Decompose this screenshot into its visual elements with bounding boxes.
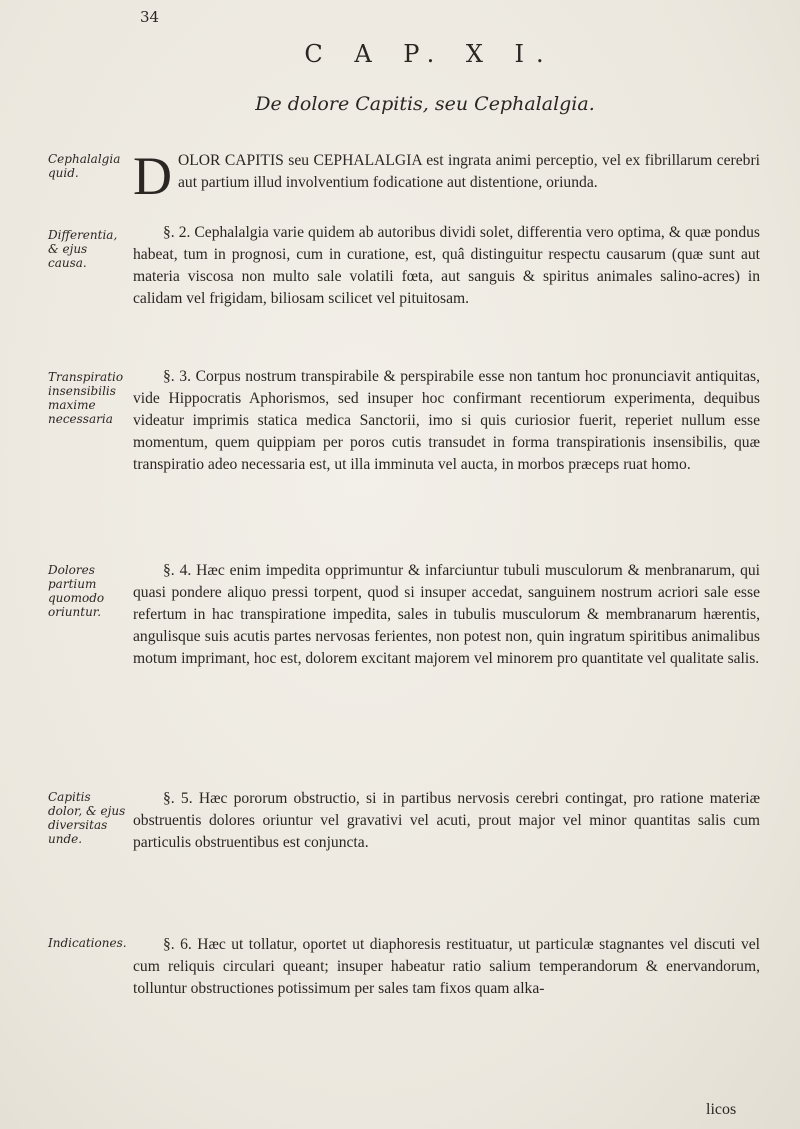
paragraph-4-text: §. 4. Hæc enim impedita opprimuntur & infarciuntur tubuli musculorum & menbranarum, qui quasi pondere aliquo pressi torpent, quod si insuper accedat, sanguinem nostrum acriori sale esse refertum in hac transpiratione impedita, sales in tubulis musculorum & membranarum hærentis, angulisque suis acutis partes nervosas ferientes, non potest non, quin ingratum spiritibus animalibus motum imprimant, hoc est, dolorem excitant majorem vel minorem pro quantitate vel qualitate salis.: [133, 562, 760, 667]
paragraph-3: [133, 366, 760, 476]
drop-cap: D: [133, 146, 172, 206]
page-number: 34: [140, 8, 160, 26]
paragraph-1: [133, 146, 760, 206]
paragraph-4: [133, 560, 760, 670]
paragraph-3-text: §. 3. Corpus nostrum transpirabile & perspirabile esse non tantum hoc pronunciavit antiquitas, vide Hippocratis Aphorismos, sed insuper hoc confirmant recentiorum experimenta, dequibus videatur imprimis statica medica Sanctorii, imo si quis curiosior fuerit, reperiet nullum esse momentum, quem quippiam per poros cutis transudet in forma transpirationis insensibilis, quæ transpiratio adeo necessaria est, ut illa imminuta vel aucta, in morbos præceps ruat homo.: [133, 368, 760, 473]
paragraph-2-text: §. 2. Cephalalgia varie quidem ab autoribus dividi solet, differentia vero optima, & quæ pondus habeat, tum in prognosi, cum in curatione, est, quâ distinguitur respectu causarum (quæ sunt aut materia viscosa non multo sale volatili fœta, aut sanguis & spiritus animales salino-acres) in calidam vel frigidam, biliosam scilicet vel pituitosam.: [133, 224, 760, 307]
catchword: licos: [706, 1101, 737, 1118]
side-note-indicationes: Indicationes.: [48, 936, 127, 950]
paragraph-5: [133, 788, 760, 854]
paragraph-6-text: §. 6. Hæc ut tollatur, oportet ut diaphoresis restituatur, ut particulæ stagnantes vel discuti vel cum reliquis circulari queant; insuper habeatur ratio salium temperandorum & enervandorum, tolluntur obstructiones potissimum per sales tam fixos quam alka-: [133, 936, 760, 997]
side-note-dolores-partium: Dolores partium quomodo oriuntur.: [48, 563, 105, 619]
side-note-differentia: Differentia, & ejus causa.: [48, 228, 118, 270]
side-note-transpiratio: Transpiratio insensibilis maxime necessaria: [48, 370, 124, 426]
paragraph-6: [133, 934, 760, 1000]
paragraph-1-text: OLOR CAPITIS seu CEPHALALGIA est ingrata animi perceptio, vel ex fibrillarum cerebri aut partium illud involventium fodicatione aut distentione, oriunda.: [178, 152, 760, 191]
paragraph-5-text: §. 5. Hæc pororum obstructio, si in partibus nervosis cerebri contingat, pro ratione materiæ obstruentis dolores oriuntur vel gravativi vel acuti, prout major vel minor quantitas salis cum particulis obstruentibus est conjuncta.: [133, 790, 760, 851]
paragraph-2: [133, 222, 760, 310]
side-note-capitis-dolor: Capitis dolor, & ejus diversitas unde.: [48, 790, 126, 846]
chapter-title: De dolore Capitis, seu Cephalalgia.: [255, 93, 595, 115]
side-note-cephalalgia-quid: Cephalalgia quid.: [48, 152, 121, 180]
chapter-heading: C A P. X I.: [304, 40, 556, 68]
